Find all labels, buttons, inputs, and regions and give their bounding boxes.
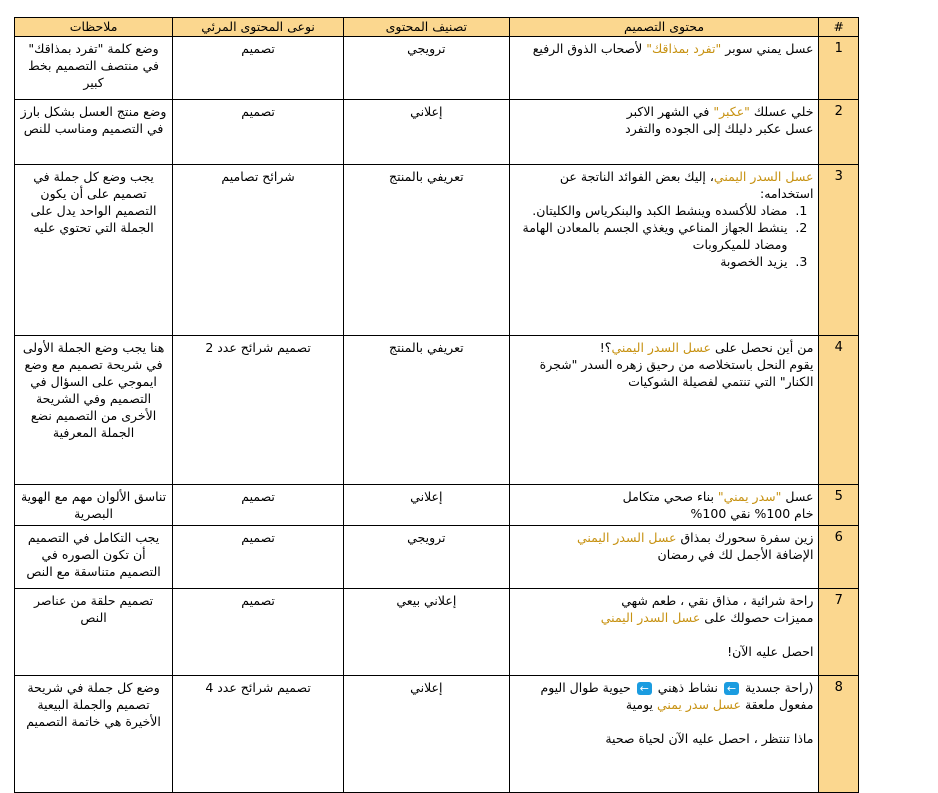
visual-type-cell: تصميم (173, 37, 344, 100)
content-cell (509, 485, 819, 526)
content-line (515, 696, 814, 713)
row-number: 3 (819, 165, 859, 336)
notes-cell: يجب التكامل في التصميم أن تكون الصوره في التصميم متناسقة مع النص (15, 526, 173, 589)
content-text: يومية (625, 697, 657, 712)
content-text: في الشهر الاكبر (626, 104, 714, 119)
left-arrow-icon: ← (637, 682, 652, 695)
content-text: ، إليك بعض الفوائد الناتجة عن استخدامه: (559, 169, 814, 201)
classification-cell: تعريفي بالمنتج (344, 165, 510, 336)
content-text: ؟! (599, 340, 612, 355)
list-item: 3. يزيد الخصوبة (515, 253, 792, 270)
content-text: زين سفرة سحورك بمذاق (676, 530, 814, 545)
classification-cell: ترويجي (344, 526, 510, 589)
blank-line (515, 626, 814, 643)
table-row (15, 336, 859, 485)
content-cell (509, 100, 819, 165)
content-cell (509, 589, 819, 676)
content-plan-table (14, 17, 859, 793)
highlight-text: "عكبر" (713, 104, 750, 119)
header-notes: ملاحظات (15, 18, 173, 37)
content-text: مفعول ملعقة (741, 697, 814, 712)
table-row (15, 37, 859, 100)
classification-cell: إعلاني بيعي (344, 589, 510, 676)
content-text: عسل (781, 489, 814, 504)
content-cell (509, 336, 819, 485)
content-cell (509, 165, 819, 336)
row-number: 1 (819, 37, 859, 100)
highlight-text: عسل السدر اليمني (576, 530, 677, 545)
table-row (15, 100, 859, 165)
content-cell (509, 526, 819, 589)
notes-cell: هنا يجب وضع الجملة الأولى في شريحة تصميم مع وضع ايموجي على السؤال في التصميم وفي الشريحة الأخرى من التصميم نضع الجملة المعرفية (15, 336, 173, 485)
table-row (15, 165, 859, 336)
notes-cell: تصميم حلقة من عناصر النص (15, 589, 173, 676)
classification-cell: إعلاني (344, 485, 510, 526)
visual-type-cell: تصميم (173, 485, 344, 526)
header-content: محتوى التصميم (509, 18, 819, 37)
classification-cell: إعلاني (344, 100, 510, 165)
visual-type-cell: تصميم (173, 100, 344, 165)
table-row (15, 526, 859, 589)
notes-cell: وضع كلمة "تفرد بمذاقك" في منتصف التصميم بخط كبير (15, 37, 173, 100)
table-row (15, 676, 859, 793)
row-number: 8 (819, 676, 859, 793)
content-line: احصل عليه الآن! (727, 644, 814, 659)
visual-type-cell: تصميم شرائح عدد 2 (173, 336, 344, 485)
content-line: عسل عكبر دليلك إلى الجوده والتفرد (625, 121, 814, 136)
highlight-text: عسل السدر اليمني (611, 340, 711, 355)
notes-cell: وضع منتج العسل بشكل بارز في التصميم ومناسب للنص (15, 100, 173, 165)
visual-type-cell: تصميم (173, 526, 344, 589)
content-text: من أين نحصل على (710, 340, 814, 355)
blank-line (515, 713, 814, 730)
list-item: 2. ينشط الجهاز المناعي ويغذي الجسم بالمعادن الهامة ومضاد للميكروبات (515, 219, 792, 253)
content-text: بناء صحي متكامل (622, 489, 718, 504)
visual-type-cell: شرائح تصاميم (173, 165, 344, 336)
notes-cell: وضع كل جملة في شريحة تصميم والجملة البيعية الأخيرة هي خاتمة التصميم (15, 676, 173, 793)
highlight-text: "تفرد بمذاقك" (646, 41, 722, 56)
table-row (15, 485, 859, 526)
visual-type-cell: تصميم (173, 589, 344, 676)
row-number: 6 (819, 526, 859, 589)
header-row (15, 18, 859, 37)
content-text: نشاط ذهني (657, 680, 719, 695)
classification-cell: ترويجي (344, 37, 510, 100)
content-line: الإضافة الأجمل لك في رمضان (657, 547, 814, 562)
list-item: 1. مضاد للأكسده وينشط الكبد والبنكرياس والكليتان. (515, 202, 792, 219)
classification-cell: تعريفي بالمنتج (344, 336, 510, 485)
header-visual-type: نوعى المحتوى المرئي (173, 18, 344, 37)
content-line: خام 100% نقي 100% (690, 506, 814, 521)
content-text: (راحة جسدية (745, 680, 814, 695)
content-cell (509, 37, 819, 100)
row-number: 2 (819, 100, 859, 165)
content-line: راحة شرائية ، مذاق نقي ، طعم شهي (621, 593, 814, 608)
content-line: يقوم النحل باستخلاصه من رحيق زهره السدر "شجرة الكنار" التي تنتمي لفصيلة الشوكيات (539, 357, 814, 389)
row-number: 7 (819, 589, 859, 676)
content-text: خلي عسلك (749, 104, 814, 119)
content-text: حيوية طوال اليوم (540, 680, 631, 695)
content-text: عسل يمني سوبر (721, 41, 814, 56)
header-num: # (819, 18, 859, 37)
table-row (15, 589, 859, 676)
notes-cell: تناسق الألوان مهم مع الهوية البصرية (15, 485, 173, 526)
highlight-text: "سدر يمني" (717, 489, 782, 504)
header-classification: تصنيف المحتوى (344, 18, 510, 37)
benefits-list (515, 202, 814, 270)
content-text: مميزات حصولك على (700, 610, 814, 625)
visual-type-cell: تصميم شرائح عدد 4 (173, 676, 344, 793)
row-number: 5 (819, 485, 859, 526)
highlight-text: عسل السدر اليمني (600, 610, 701, 625)
content-cell (509, 676, 819, 793)
highlight-text: عسل سدر يمني (657, 697, 741, 712)
content-line: ماذا تنتظر ، احصل عليه الآن لحياة صحية (605, 731, 814, 746)
classification-cell: إعلاني (344, 676, 510, 793)
left-arrow-icon: ← (724, 682, 739, 695)
content-text: لأصحاب الذوق الرفيع (532, 41, 647, 56)
row-number: 4 (819, 336, 859, 485)
notes-cell: يجب وضع كل جملة في تصميم على أن يكون التصميم الواحد يدل على الجملة التي تحتوي عليه (15, 165, 173, 336)
highlight-text: عسل السدر اليمني (713, 169, 814, 184)
